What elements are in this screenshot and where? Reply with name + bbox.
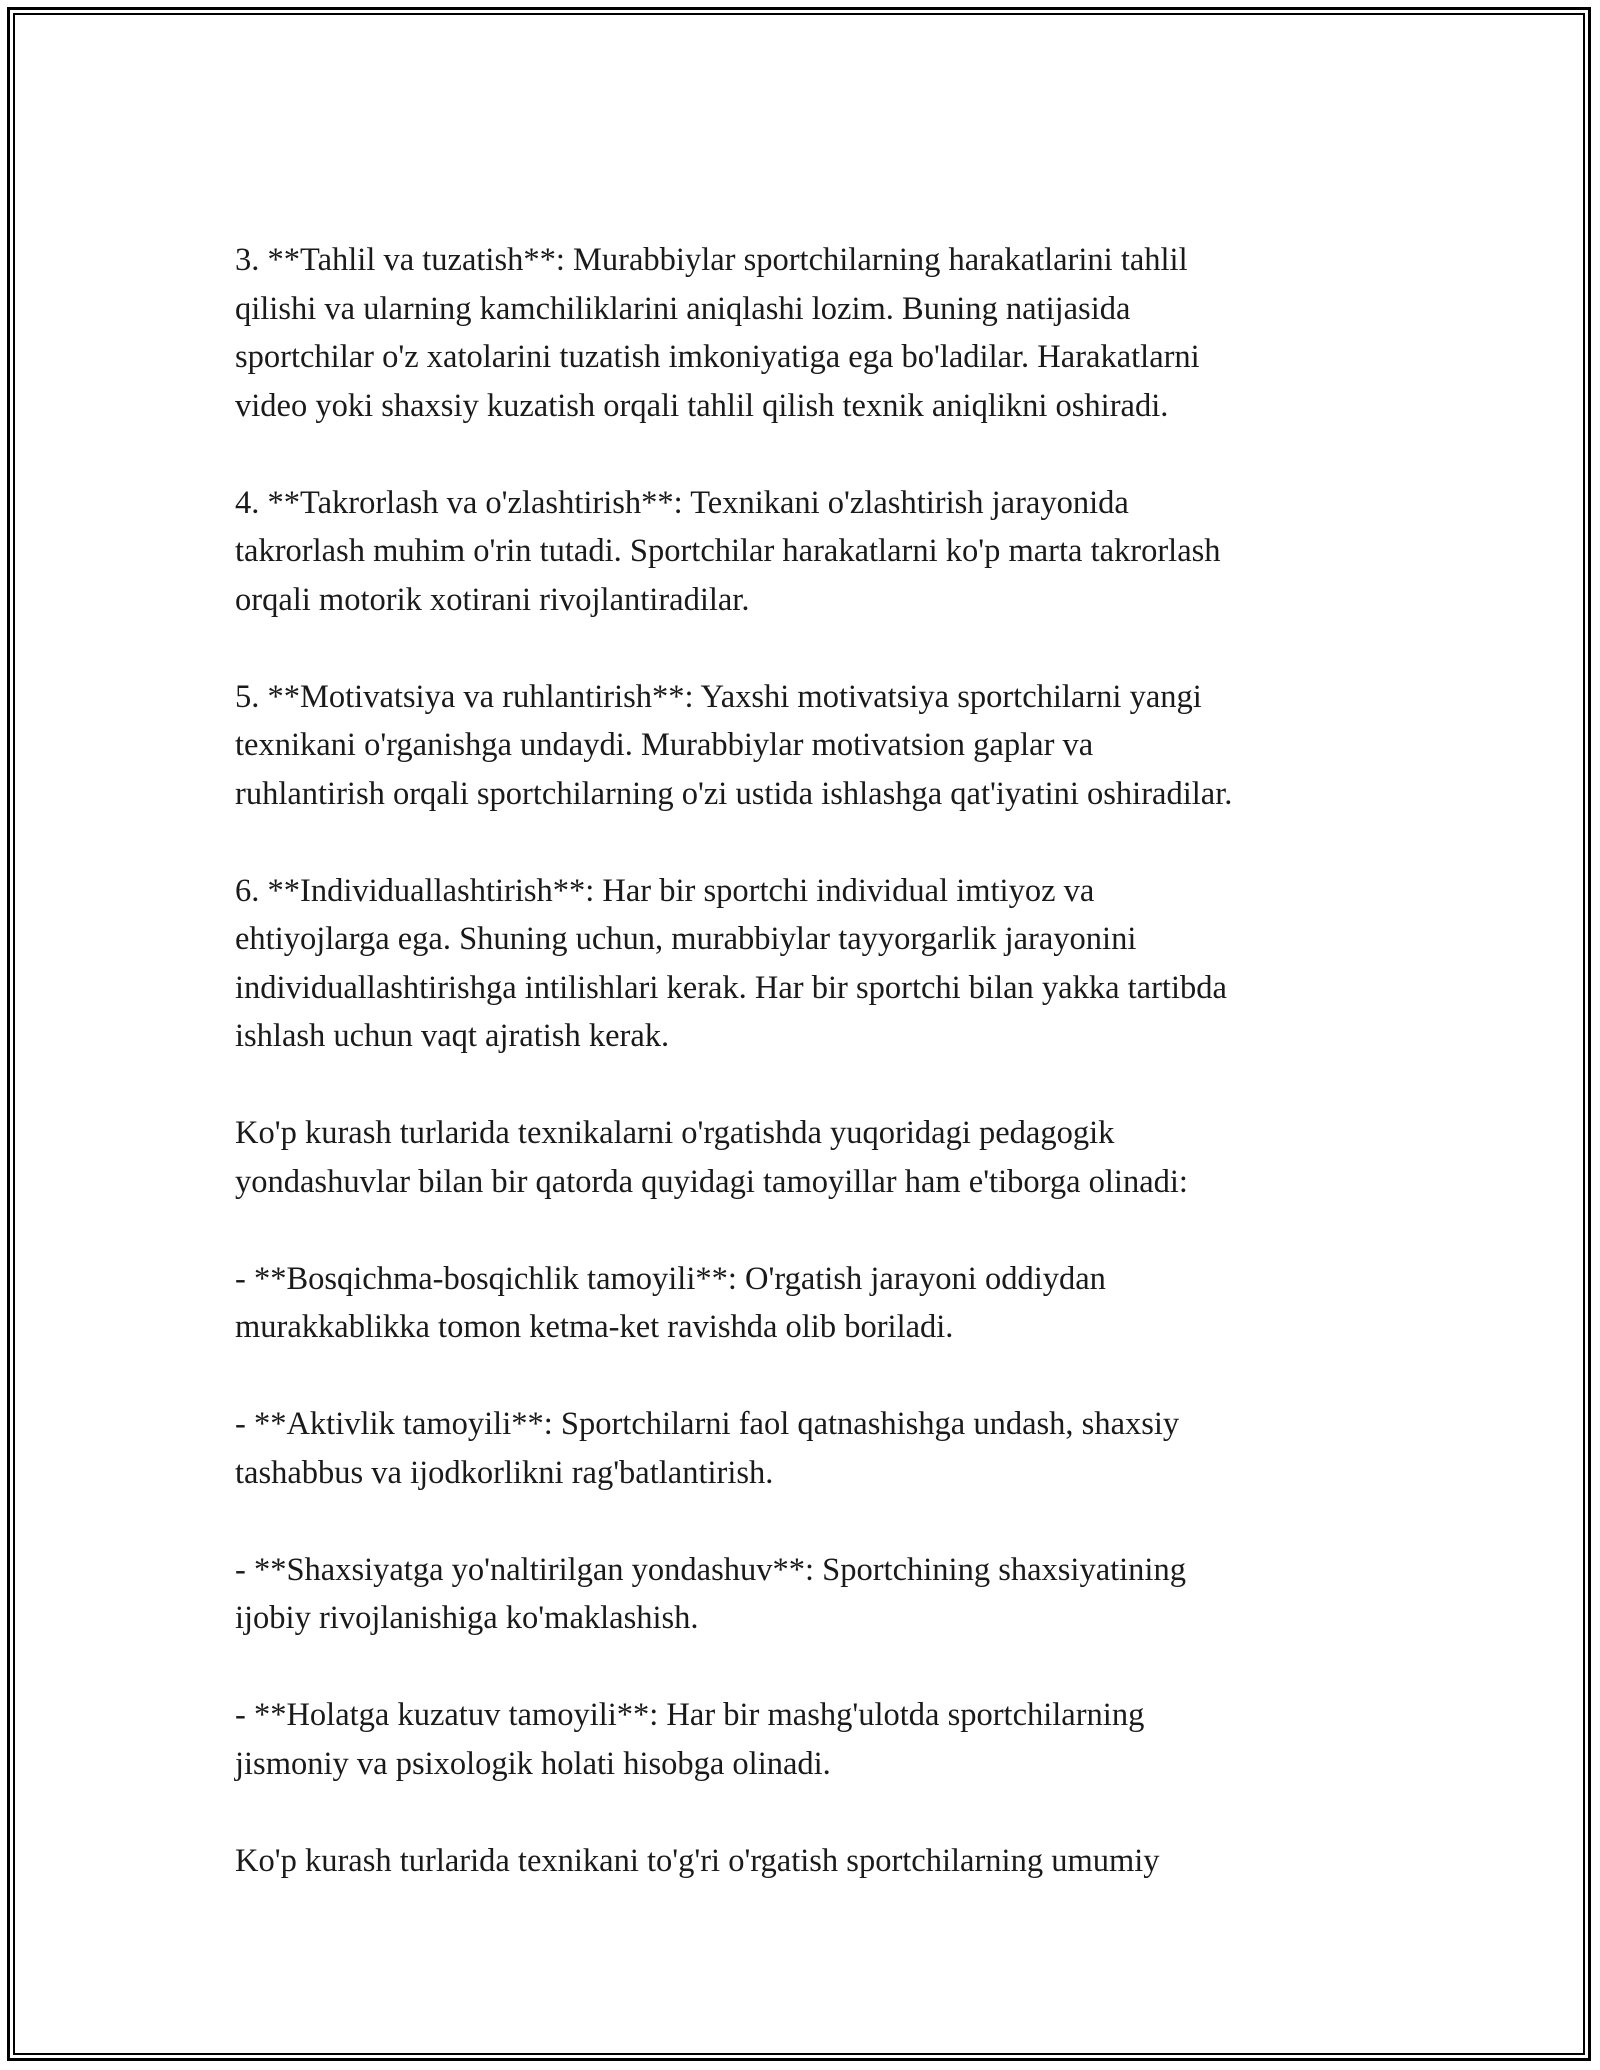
paragraph-motivatsiya: 5. **Motivatsiya va ruhlantirish**: Yaxshi motivatsiya sportchilarni yangi texnikani o'rganishga undaydi. Murabbiylar motivatsion gaplar va ruhlantirish orqali sportchilarning o'zi ustida ishlashga qat'iyatini oshiradilar. bbox=[235, 678, 1233, 812]
list-item-holatga-kuzatuv: - **Holatga kuzatuv tamoyili**: Har bir mashg'ulotda sportchilarning jismoniy va psixologik holati hisobga olinadi. bbox=[235, 1697, 1145, 1782]
paragraph-individuallashtirish: 6. **Individuallashtirish**: Har bir sportchi individual imtiyoz va ehtiyojlarga ega. Shuning uchun, murabbiylar tayyorgarlik jarayonini individuallashtirishga intilishlari kerak. Har bir sportchi bilan yakka tartibda ishlash uchun vaqt ajratish kerak. bbox=[235, 872, 1227, 1054]
paragraph-tamoyillar-intro: Ko'p kurash turlarida texnikalarni o'rgatishda yuqoridagi pedagogik yondashuvlar bilan bir qatorda quyidagi tamoyillar ham e'tiborga olinadi: bbox=[235, 1115, 1188, 1200]
list-item-aktivlik: - **Aktivlik tamoyili**: Sportchilarni faol qatnashishga undash, shaxsiy tashabbus va ijodkorlikni rag'batlantirish. bbox=[235, 1406, 1180, 1491]
list-item-shaxsiyatga-yonaltirilgan: - **Shaxsiyatga yo'naltirilgan yondashuv**: Sportchining shaxsiyatining ijobiy rivojlanishiga ko'maklashish. bbox=[235, 1551, 1186, 1636]
document-body bbox=[235, 236, 1375, 1885]
paragraph-closing: Ko'p kurash turlarida texnikani to'g'ri o'rgatish sportchilarning umumiy bbox=[235, 1842, 1160, 1879]
paragraph-tahlil-va-tuzatish: 3. **Tahlil va tuzatish**: Murabbiylar sportchilarning harakatlarini tahlil qilishi va ularning kamchiliklarini aniqlashi lozim. Buning natijasida sportchilar o'z xatolarini tuzatish imkoniyatiga ega bo'ladilar. Harakatlarni video yoki shaxsiy kuzatish orqali tahlil qilish texnik aniqlikni oshiradi. bbox=[235, 242, 1200, 424]
paragraph-takrorlash: 4. **Takrorlash va o'zlashtirish**: Texnikani o'zlashtirish jarayonida takrorlash muhim o'rin tutadi. Sportchilar harakatlarni ko'p marta takrorlash orqali motorik xotirani rivojlantiradilar. bbox=[235, 484, 1221, 618]
list-item-bosqichma-bosqichlik: - **Bosqichma-bosqichlik tamoyili**: O'rgatish jarayoni oddiydan murakkablikka tomon ketma-ket ravishda olib boriladi. bbox=[235, 1260, 1106, 1345]
